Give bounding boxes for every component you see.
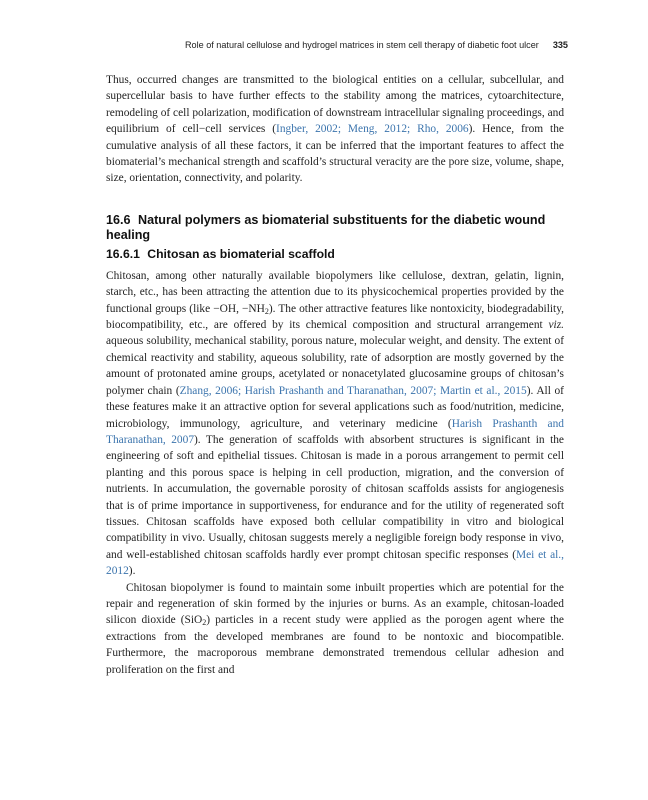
text-run: Thus, occurred changes are transmitted to the biological entities on a cellular, subcellular, and supercellular basis to have further effects to the stability among the matrices, cytoarchitecture, remodeling of cell polarization, modification of downstream intracellular signaling proceedings, and equilibrium of cell−cell services ( — [106, 74, 565, 136]
subsection-heading — [106, 247, 564, 262]
subsection-number: 16.6.1 — [106, 246, 140, 261]
text-run: Chitosan, among other naturally available biopolymers like cellulose, dextran, gelatin, lignin, starch, etc., has been attracting the attention due to its physicochemical properties provided by the functional groups (like −OH, −NH — [106, 269, 564, 315]
running-title: Role of natural cellulose and hydrogel matrices in stem cell therapy of diabetic foot ulcer — [184, 40, 539, 50]
paragraph-chitosan — [106, 268, 564, 580]
text-run: ). The other attractive features like nontoxicity, biodegradability, biocompatibility, etc., are offered by its chemical composition and structural arrangement — [106, 302, 564, 332]
citation-link[interactable]: Zhang, 2006; Harish Prashanth and Tharanathan, 2007; Martin et al., 2015 — [179, 384, 527, 397]
subscript: 2 — [264, 306, 269, 316]
page-number: 335 — [552, 40, 568, 50]
text-run: ) particles in a recent study were applied as the porogen agent where the extractions from the developed membranes are found to be nontoxic and biocompatible. Furthermore, the macroporous membrane demonstrated tremendous cellular adhesion and proliferation on the first and — [106, 614, 564, 676]
text-run: ). The generation of scaffolds with absorbent structures is significant in the engineering of soft and epithelial tissues. Chitosan is made in a porous arrangement to permit cell planting and this porous space is helping in cell production, migration, and the conversion of nutrients. In accumulation, the governable porosity of chitosan scaffolds assists for angiogenesis that is of prime importance in supportiveness, for endurance and for the utility of regenerated soft tissues. Chitosan scaffolds have exposed both cellular compatibility in vitro and biological compatibility in vivo. Usually, chitosan suggests merely a negligible foreign body response in vivo, and well-established chitosan scaffolds hardly ever prompt chitosan specific responses ( — [106, 433, 564, 561]
citation-link[interactable]: Harish Prashanth and Tharanathan, 2007 — [106, 417, 564, 446]
italic-term: viz. — [548, 319, 564, 332]
text-run: ). — [128, 565, 136, 578]
subsection-title: Chitosan as biomaterial scaffold — [147, 246, 335, 261]
section-heading — [106, 213, 564, 243]
text-run: ). All of these features make it an attractive option for several applications such as food/nutrition, medicine, microbiology, immunology, agriculture, and veterinary medicine ( — [106, 384, 564, 430]
text-run: aqueous solubility, mechanical stability, porous nature, molecular weight, and density. The extent of chemical reactivity and stability, aqueous solubility, rate of adsorption are mostly governed by the amount of protonated amine groups, acetylated or nonacetylated glucosamine groups of chitosan’s polymer chain ( — [106, 335, 564, 397]
paragraph-intro — [106, 72, 564, 187]
section-title: Natural polymers as biomaterial substituents for the diabetic wound healing — [106, 212, 546, 242]
text-run: ). Hence, from the cumulative analysis of all these factors, it can be inferred that the important features to affect the biomaterial’s mechanical strength and scaffold’s structural veracity are the pore size, volume, shape, size, orientation, connectivity, and polarity. — [106, 123, 564, 185]
page-body — [106, 72, 564, 678]
citation-link[interactable]: Ingber, 2002; Meng, 2012; Rho, 2006 — [276, 123, 469, 136]
subscript: 2 — [202, 618, 207, 628]
section-number: 16.6 — [106, 212, 131, 227]
running-header — [106, 40, 568, 50]
citation-link[interactable]: Mei et al., 2012 — [106, 548, 565, 578]
text-run: Chitosan biopolymer is found to maintain some inbuilt properties which are potential for the repair and regeneration of skin formed by the injuries or burns. As an example, chitosan-loaded silicon dioxide (SiO — [106, 581, 564, 627]
paragraph-biopolymer — [106, 580, 564, 678]
